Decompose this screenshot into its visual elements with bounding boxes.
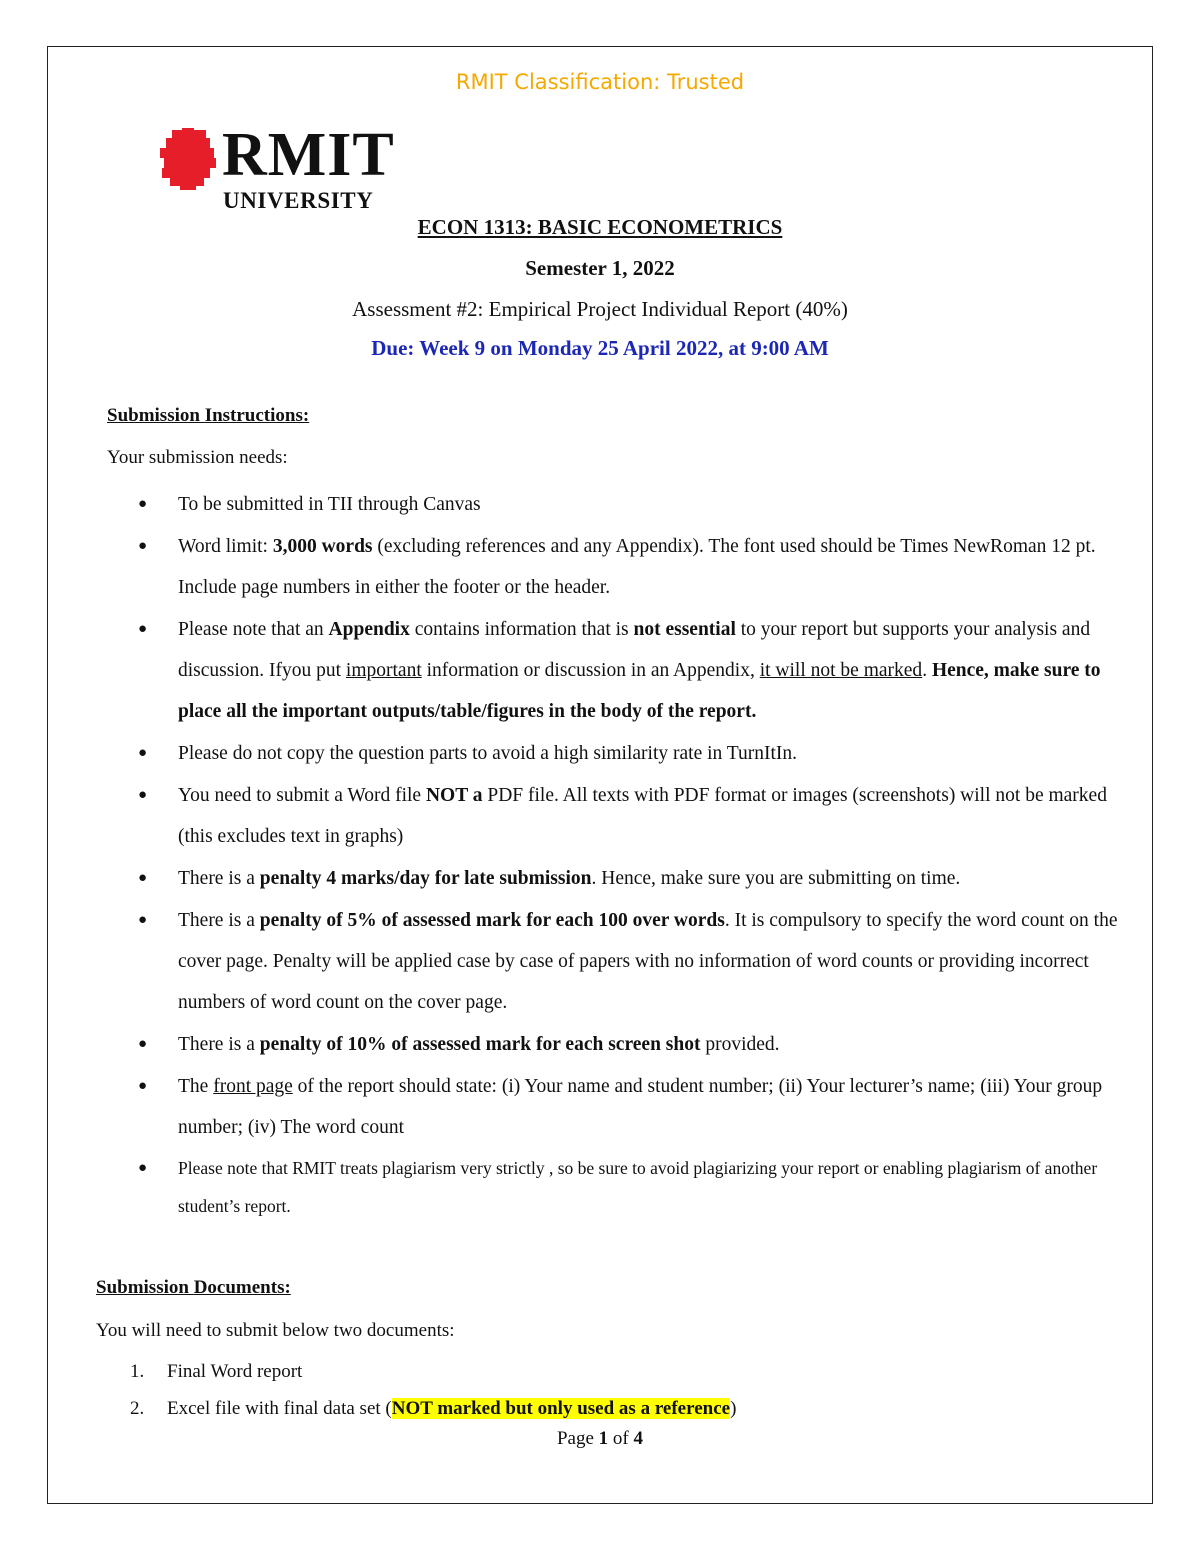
list-item: 2. Excel file with final data set (NOT marked but only used as a reference) <box>130 1398 737 1419</box>
list-item: ● Please note that RMIT treats plagiarism very strictly , so be sure to avoid plagiarizing your report or enabling plagiarism of another student’s report. <box>138 1149 1138 1225</box>
list-item: 1. Final Word report <box>130 1361 303 1382</box>
documents-list <box>130 1353 736 1427</box>
list-item: ● To be submitted in TII through Canvas <box>138 484 1138 525</box>
bullet-icon: ● <box>138 1036 148 1052</box>
documents-intro: You will need to submit below two documents: <box>96 1320 455 1341</box>
bullet-icon: ● <box>138 870 148 886</box>
list-item: ● There is a penalty 4 marks/day for late submission. Hence, make sure you are submitting on time. <box>138 858 1138 899</box>
list-item: ● The front page of the report should state: (i) Your name and student number; (ii) Your lecturer’s name; (iii) Your group number; (iv) The word count <box>138 1066 1138 1148</box>
list-item: ● Word limit: 3,000 words (excluding references and any Appendix). The font used should be Times NewRoman 12 pt. Include page numbers in either the footer or the header. <box>138 526 1138 608</box>
highlighted-note: NOT marked but only used as a reference <box>391 1398 731 1419</box>
bullet-icon: ● <box>138 496 148 512</box>
course-title: ECON 1313: BASIC ECONOMETRICS <box>417 215 783 239</box>
classification-label: RMIT Classification: Trusted <box>455 70 745 94</box>
submission-documents-heading: Submission Documents: <box>96 1277 291 1298</box>
bullet-icon: ● <box>138 621 148 637</box>
due-date: Due: Week 9 on Monday 25 April 2022, at 9:00 AM <box>371 336 829 360</box>
logo-wordmark-rmit: RMIT <box>222 121 395 189</box>
list-item: ● There is a penalty of 5% of assessed mark for each 100 over words. It is compulsory to specify the word count on the cover page. Penalty will be applied case by case of papers with no information of word counts or providing incorrect numbers of word count on the cover page. <box>138 900 1138 1023</box>
rmit-logo <box>160 121 400 216</box>
bullet-icon: ● <box>138 787 148 803</box>
logo-wordmark-university: UNIVERSITY <box>223 188 374 213</box>
semester-label: Semester 1, 2022 <box>525 256 675 280</box>
list-item: ● There is a penalty of 10% of assessed mark for each screen shot provided. <box>138 1024 1138 1065</box>
bullet-icon: ● <box>138 1078 148 1094</box>
submission-instructions-heading: Submission Instructions: <box>107 405 310 426</box>
list-item: ● Please do not copy the question parts to avoid a high similarity rate in TurnItIn. <box>138 733 1138 774</box>
list-item: ● Please note that an Appendix contains information that is not essential to your report but supports your analysis and discussion. Ifyou put important information or discussion in an Appendix, it will not be marked. Hence, make sure to place all the important outputs/table/figures in the body of the report. <box>138 609 1138 732</box>
bullet-icon: ● <box>138 538 148 554</box>
page-number: Page 1 of 4 <box>556 1428 643 1449</box>
bullet-icon: ● <box>138 745 148 761</box>
assessment-title: Assessment #2: Empirical Project Individual Report (40%) <box>352 297 848 321</box>
instructions-list <box>138 484 1138 1226</box>
submission-intro: Your submission needs: <box>107 447 288 468</box>
list-item: ● You need to submit a Word file NOT a PDF file. All texts with PDF format or images (screenshots) will not be marked (this excludes text in graphs) <box>138 775 1138 857</box>
bullet-icon: ● <box>138 1160 148 1176</box>
rmit-pixel-logo-icon <box>160 128 222 190</box>
bullet-icon: ● <box>138 912 148 928</box>
